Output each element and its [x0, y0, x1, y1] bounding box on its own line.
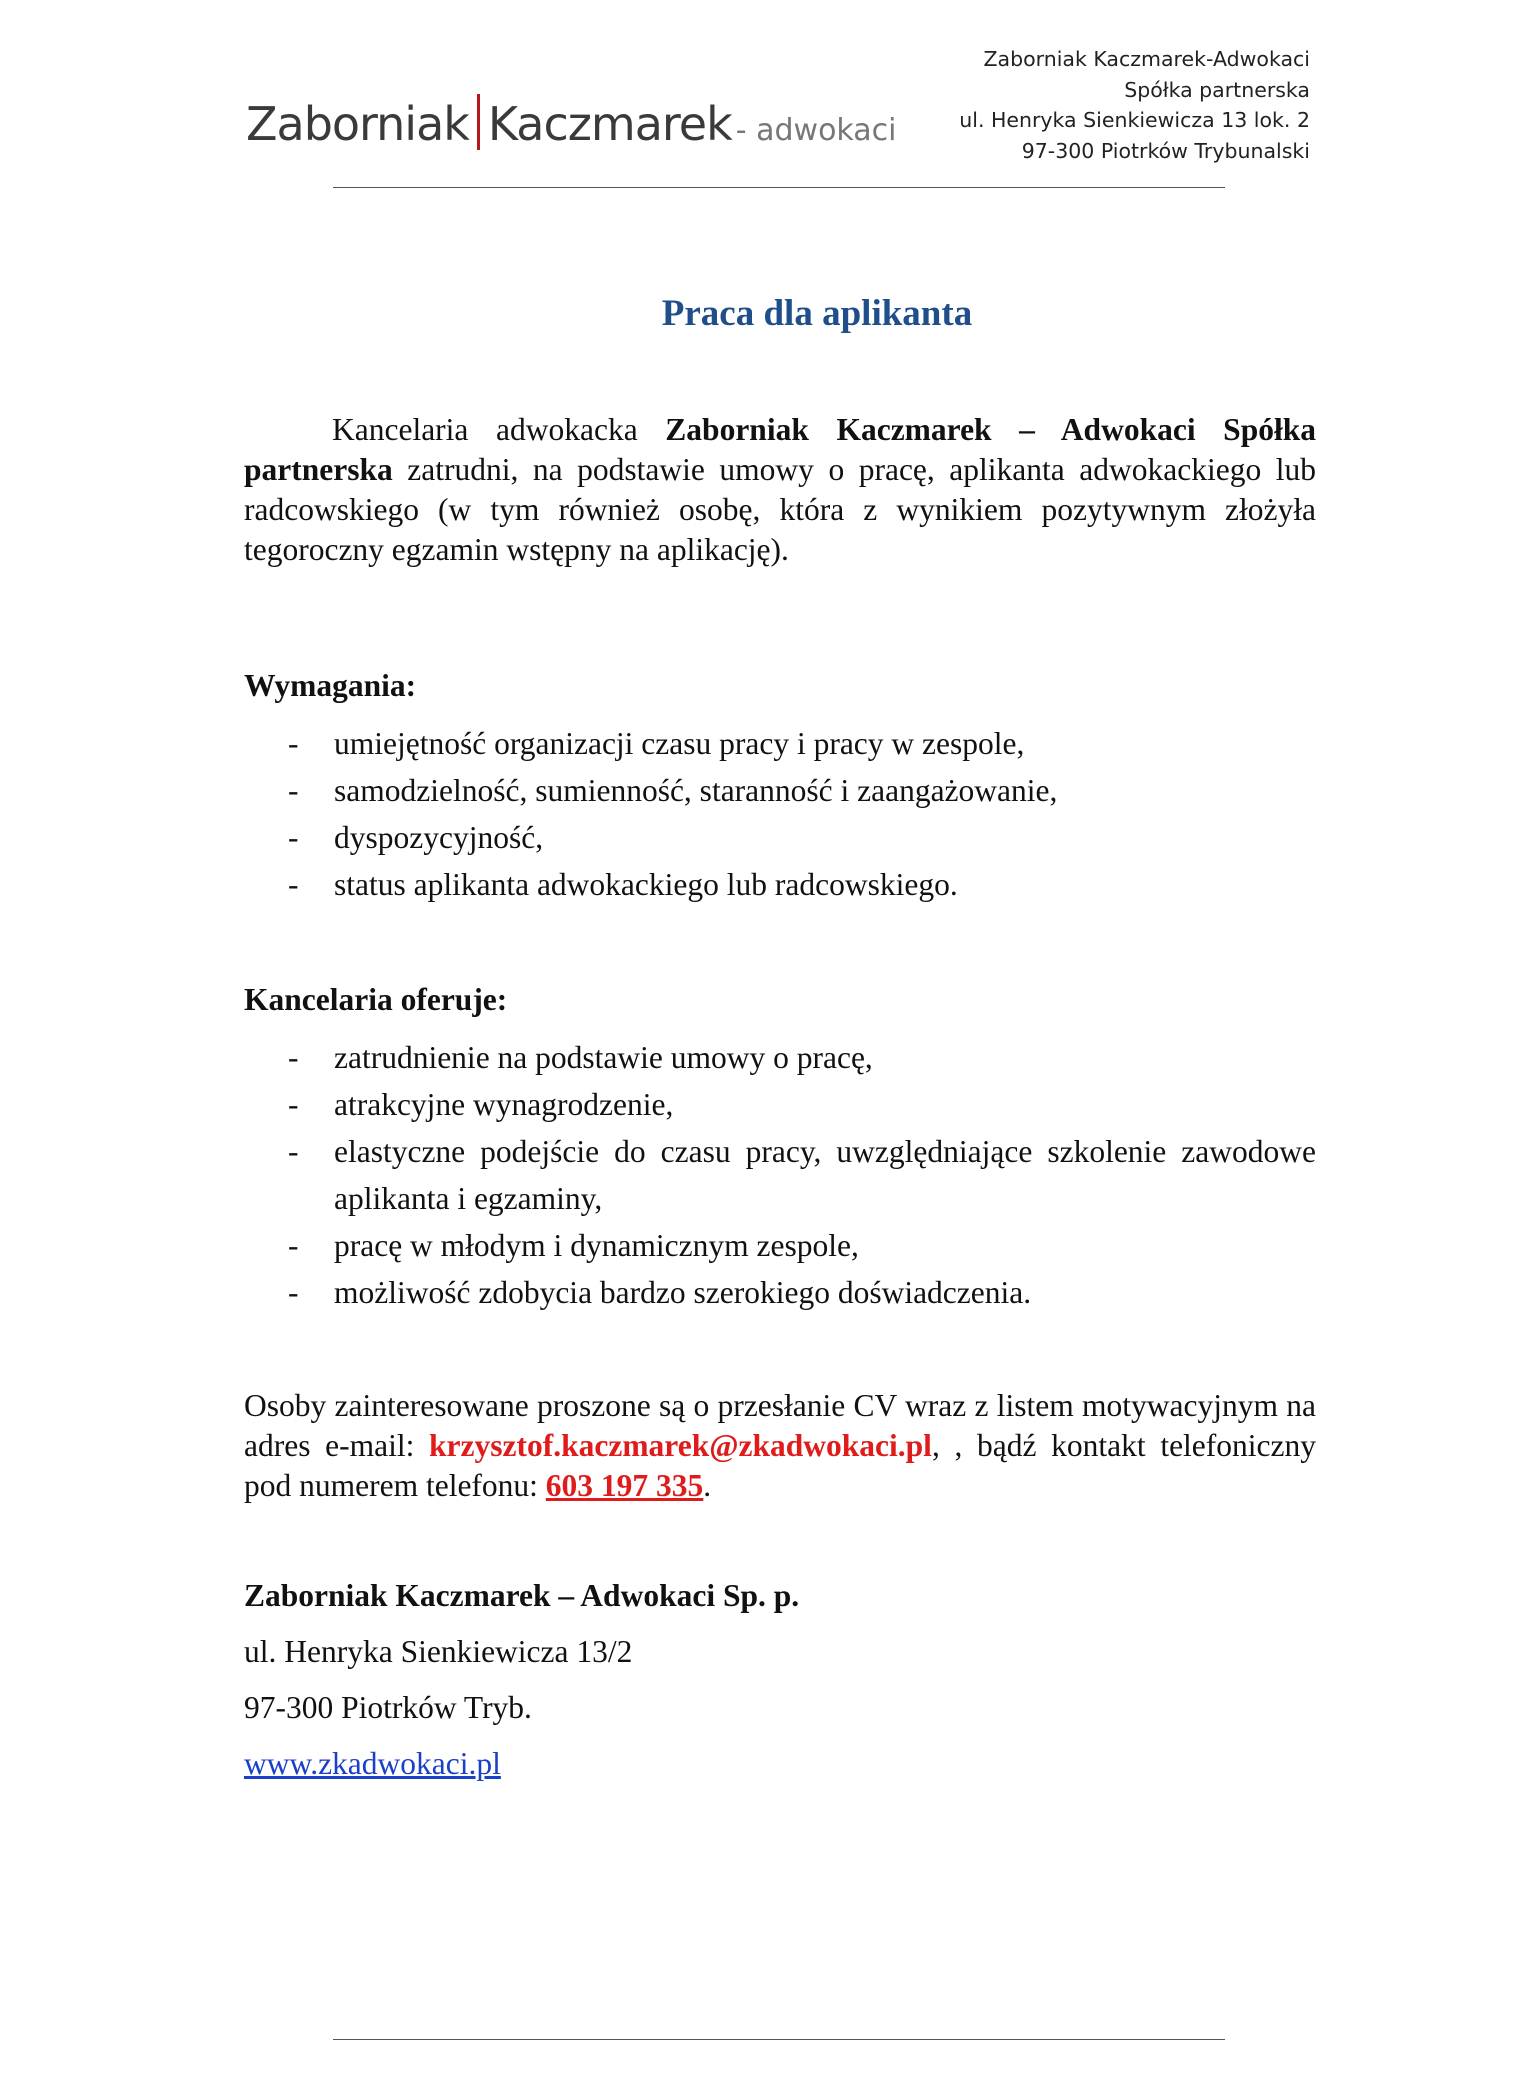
- header-address: [959, 44, 1310, 166]
- address-line: Spółka partnerska: [1124, 77, 1310, 102]
- signature-block: [244, 1568, 799, 1792]
- offer-list: [244, 1034, 1316, 1316]
- logo-word-2: Kaczmarek: [487, 97, 732, 151]
- contact-text-2: , , bądź kontakt telefoniczny pod numerem telefonu:: [244, 1428, 1316, 1503]
- website-link[interactable]: www.zkadwokaci.pl: [244, 1746, 501, 1781]
- list-item: - zatrudnienie na podstawie umowy o pracę,: [244, 1034, 1316, 1081]
- signature-firm: Zaborniak Kaczmarek – Adwokaci Sp. p.: [244, 1578, 800, 1613]
- intro-rest: zatrudni, na podstawie umowy o pracę, aplikanta adwokackiego lub radcowskiego (w tym również osobę, która z wynikiem pozytywnym złożyła tegoroczny egzamin wstępny na aplikację).: [244, 452, 1316, 567]
- list-item: - pracę w młodym i dynamicznym zespole,: [244, 1222, 1316, 1269]
- requirements-heading: Wymagania:: [244, 668, 417, 703]
- contact-email-link[interactable]: krzysztof.kaczmarek@zkadwokaci.pl: [429, 1428, 932, 1463]
- requirements-list: [244, 720, 1316, 908]
- intro-lead: Kancelaria adwokacka: [332, 412, 638, 447]
- list-item: - elastyczne podejście do czasu pracy, uwzględniające szkolenie zawodowe aplikanta i egzaminy,: [244, 1128, 1316, 1222]
- header-rule: [333, 187, 1225, 188]
- intro-firm-name: Zaborniak Kaczmarek – Adwokaci Spółka partnerska: [244, 412, 1316, 487]
- list-item: - atrakcyjne wynagrodzenie,: [244, 1081, 1316, 1128]
- address-line: Zaborniak Kaczmarek-Adwokaci: [983, 47, 1310, 71]
- address-line: 97-300 Piotrków Trybunalski: [1021, 138, 1310, 163]
- offer-heading: Kancelaria oferuje:: [244, 982, 508, 1017]
- footer-rule: [333, 2039, 1225, 2040]
- list-item: - samodzielność, sumienność, staranność i zaangażowanie,: [244, 767, 1316, 814]
- list-item: - możliwość zdobycia bardzo szerokiego doświadczenia.: [244, 1269, 1316, 1316]
- list-item: - dyspozycyjność,: [244, 814, 1316, 861]
- page-title: Praca dla aplikanta: [661, 293, 973, 334]
- signature-city: 97-300 Piotrków Tryb.: [244, 1690, 532, 1725]
- list-item: - umiejętność organizacji czasu pracy i pracy w zespole,: [244, 720, 1316, 767]
- logo-suffix: - adwokaci: [735, 113, 897, 148]
- address-line: ul. Henryka Sienkiewicza 13 lok. 2: [959, 108, 1310, 132]
- logo-word-1: Zaborniak: [246, 97, 469, 151]
- contact-text-1: Osoby zainteresowane proszone są o przesłanie CV wraz z listem motywacyjnym na adres e-mail:: [244, 1388, 1316, 1463]
- contact-text-3: .: [703, 1468, 712, 1503]
- contact-phone-link[interactable]: 603 197 335: [545, 1468, 704, 1503]
- intro-paragraph: [244, 410, 1316, 570]
- list-item: - status aplikanta adwokackiego lub radcowskiego.: [244, 861, 1316, 908]
- firm-logo: [246, 94, 897, 151]
- contact-paragraph: [244, 1386, 1316, 1506]
- logo-divider: [477, 94, 480, 150]
- signature-street: ul. Henryka Sienkiewicza 13/2: [244, 1634, 633, 1669]
